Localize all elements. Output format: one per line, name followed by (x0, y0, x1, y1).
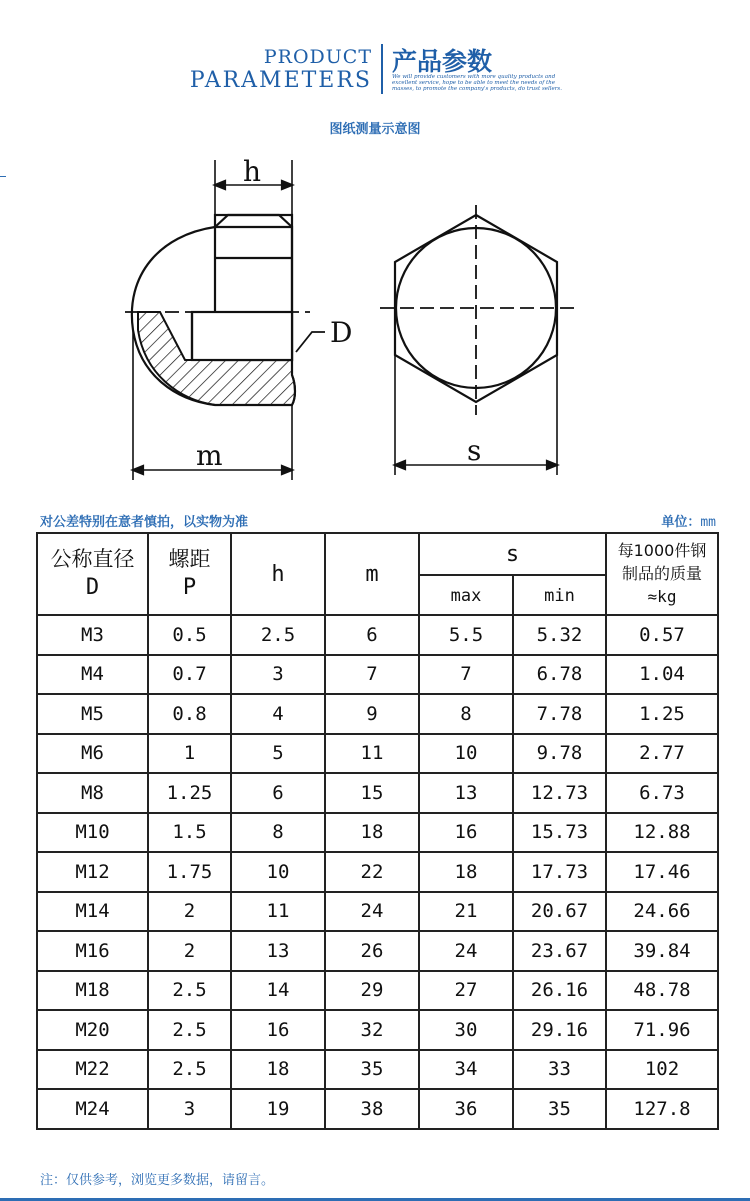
hex-top-chamfer (215, 215, 292, 227)
cell-nominal-diameter: M14 (37, 892, 148, 932)
table-row (37, 773, 718, 813)
drawing-subtitle: 图纸测量示意图 (329, 122, 421, 137)
cell-s-max: 36 (419, 1089, 513, 1129)
table-row (37, 1050, 718, 1090)
header-title-en-line2: PARAMETERS (189, 68, 372, 93)
cell-s-max: 5.5 (419, 615, 513, 655)
table-row (37, 971, 718, 1011)
table-row (37, 655, 718, 695)
label-d: D (330, 316, 353, 349)
cell-mass: 17.46 (606, 852, 718, 892)
cell-m: 11 (325, 734, 419, 774)
cell-m: 32 (325, 1010, 419, 1050)
cell-pitch: 2.5 (148, 1050, 231, 1090)
cell-m: 26 (325, 931, 419, 971)
header-mass (606, 533, 718, 615)
header-m (325, 533, 419, 615)
cell-m: 15 (325, 773, 419, 813)
cell-h: 8 (231, 813, 325, 853)
cell-nominal-diameter: M16 (37, 931, 148, 971)
cell-s-min: 17.73 (513, 852, 606, 892)
header-mass-unit: ≈kg (647, 587, 677, 606)
cell-h: 6 (231, 773, 325, 813)
label-h: h (243, 155, 262, 188)
footnote: 注：仅供参考，浏览更多数据，请留言。 (40, 1173, 275, 1188)
cell-pitch: 1.5 (148, 813, 231, 853)
cell-nominal-diameter: M6 (37, 734, 148, 774)
thread-bore (192, 312, 292, 360)
cell-nominal-diameter: M10 (37, 813, 148, 853)
cell-h: 3 (231, 655, 325, 695)
header-nominal-cn: 公称直径 (50, 547, 135, 571)
table-row (37, 694, 718, 734)
unit-note (661, 511, 716, 530)
cell-m: 6 (325, 615, 419, 655)
cell-pitch: 1.25 (148, 773, 231, 813)
table-row (37, 734, 718, 774)
header-pitch (148, 533, 231, 615)
table-row (37, 1089, 718, 1129)
header (0, 0, 750, 105)
header-divider (381, 44, 383, 94)
cell-s-min: 5.32 (513, 615, 606, 655)
cell-s-min: 29.16 (513, 1010, 606, 1050)
cell-s-min: 9.78 (513, 734, 606, 774)
cell-s-max: 16 (419, 813, 513, 853)
cell-pitch: 1.75 (148, 852, 231, 892)
table-body (37, 615, 718, 1129)
header-title-en-line1: PRODUCT (263, 46, 372, 68)
cell-h: 5 (231, 734, 325, 774)
cell-nominal-diameter: M22 (37, 1050, 148, 1090)
cell-nominal-diameter: M4 (37, 655, 148, 695)
cell-pitch: 2 (148, 892, 231, 932)
cell-mass: 1.25 (606, 694, 718, 734)
table-row (37, 892, 718, 932)
cell-s-min: 6.78 (513, 655, 606, 695)
cell-pitch: 1 (148, 734, 231, 774)
table-row (37, 615, 718, 655)
d-leader (296, 332, 325, 352)
cell-m: 35 (325, 1050, 419, 1090)
cell-s-min: 12.73 (513, 773, 606, 813)
unit-label: 单位： (661, 515, 701, 530)
cell-m: 9 (325, 694, 419, 734)
cell-s-min: 23.67 (513, 931, 606, 971)
header-h-label: h (271, 561, 285, 587)
cell-nominal-diameter: M24 (37, 1089, 148, 1129)
header-pitch-sym: P (182, 575, 197, 600)
cap-nut-drawing (0, 150, 750, 495)
header-nominal-diameter (37, 533, 148, 615)
header-mass-line1: 每1000件钢 (617, 541, 707, 560)
cell-pitch: 0.5 (148, 615, 231, 655)
cell-m: 7 (325, 655, 419, 695)
cell-mass: 2.77 (606, 734, 718, 774)
cell-m: 24 (325, 892, 419, 932)
header-s-max-label: max (450, 586, 482, 606)
cell-mass: 102 (606, 1050, 718, 1090)
cell-s-max: 13 (419, 773, 513, 813)
unit-value: mm (700, 515, 716, 530)
header-tagline: We will provide customers with more quality products and excellent service, hope to be able to meet the needs of the masses, to promote the company's products, do trust sellers. (392, 74, 563, 92)
cell-s-max: 30 (419, 1010, 513, 1050)
cell-mass: 1.04 (606, 655, 718, 695)
cell-h: 10 (231, 852, 325, 892)
header-title-cn: 产品参数 (392, 47, 493, 76)
table-row (37, 1010, 718, 1050)
cell-mass: 12.88 (606, 813, 718, 853)
cell-h: 4 (231, 694, 325, 734)
cell-s-max: 18 (419, 852, 513, 892)
header-mass-line2: 制品的质量 (621, 564, 702, 583)
cell-m: 29 (325, 971, 419, 1011)
cell-pitch: 2.5 (148, 1010, 231, 1050)
cell-nominal-diameter: M3 (37, 615, 148, 655)
cell-mass: 127.8 (606, 1089, 718, 1129)
cell-h: 13 (231, 931, 325, 971)
tolerance-note: 对公差特别在意者慎拍，以实物为准 (40, 515, 249, 530)
cell-s-max: 34 (419, 1050, 513, 1090)
header-s-min-label: min (544, 586, 575, 606)
header-s (419, 533, 606, 575)
table-row (37, 852, 718, 892)
cell-mass: 71.96 (606, 1010, 718, 1050)
cell-pitch: 0.7 (148, 655, 231, 695)
cell-s-min: 26.16 (513, 971, 606, 1011)
cell-nominal-diameter: M12 (37, 852, 148, 892)
cell-s-max: 24 (419, 931, 513, 971)
cell-h: 18 (231, 1050, 325, 1090)
cell-pitch: 2.5 (148, 971, 231, 1011)
cell-m: 22 (325, 852, 419, 892)
cell-nominal-diameter: M5 (37, 694, 148, 734)
cell-mass: 24.66 (606, 892, 718, 932)
header-s-label: s (505, 541, 520, 567)
cell-nominal-diameter: M18 (37, 971, 148, 1011)
header-pitch-cn: 螺距 (168, 547, 211, 571)
cell-s-max: 10 (419, 734, 513, 774)
table-row (37, 931, 718, 971)
cell-s-max: 21 (419, 892, 513, 932)
cell-pitch: 2 (148, 931, 231, 971)
label-s: s (467, 434, 482, 467)
cell-pitch: 3 (148, 1089, 231, 1129)
cell-mass: 39.84 (606, 931, 718, 971)
cell-h: 14 (231, 971, 325, 1011)
cell-s-min: 35 (513, 1089, 606, 1129)
cell-s-min: 20.67 (513, 892, 606, 932)
cell-nominal-diameter: M20 (37, 1010, 148, 1050)
cell-s-min: 33 (513, 1050, 606, 1090)
cell-m: 18 (325, 813, 419, 853)
label-m: m (196, 439, 223, 472)
cell-h: 16 (231, 1010, 325, 1050)
side-view (125, 160, 325, 480)
cell-mass: 6.73 (606, 773, 718, 813)
cell-h: 2.5 (231, 615, 325, 655)
cell-h: 19 (231, 1089, 325, 1129)
table-row (37, 813, 718, 853)
cell-s-min: 15.73 (513, 813, 606, 853)
header-nominal-sym: D (85, 575, 100, 600)
cell-s-max: 7 (419, 655, 513, 695)
cell-nominal-diameter: M8 (37, 773, 148, 813)
parameter-table (36, 532, 719, 1130)
cell-s-max: 27 (419, 971, 513, 1011)
header-m-label: m (365, 561, 379, 587)
header-s-max (419, 575, 513, 615)
cell-mass: 48.78 (606, 971, 718, 1011)
cell-s-min: 7.78 (513, 694, 606, 734)
header-s-min (513, 575, 606, 615)
cell-mass: 0.57 (606, 615, 718, 655)
cell-pitch: 0.8 (148, 694, 231, 734)
cell-s-max: 8 (419, 694, 513, 734)
header-h (231, 533, 325, 615)
cell-h: 11 (231, 892, 325, 932)
cell-m: 38 (325, 1089, 419, 1129)
